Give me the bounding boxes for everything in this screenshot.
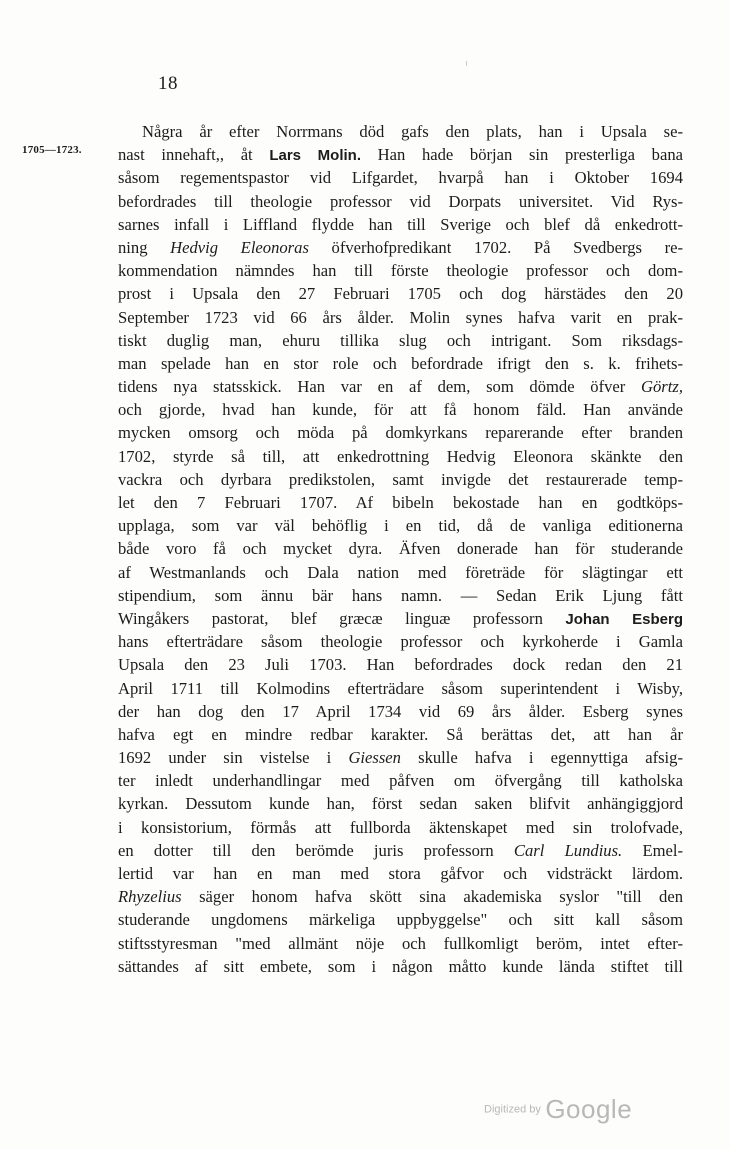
google-logo: Google <box>545 1094 633 1124</box>
text-run: sarnes infall i Liffland flydde han till Sverige och blef då enkedrott- <box>118 214 683 234</box>
text-run: Upsala den 23 Juli 1703. Han befordrades dock redan den 21 <box>118 655 683 675</box>
digitized-label: Digitized by <box>484 1103 541 1116</box>
text-run: säger honom hafva skött sina akademiska syslor "till den <box>181 887 683 907</box>
person-name: Lars Molin. <box>269 147 362 165</box>
text-line <box>118 352 683 375</box>
text-run: der han dog den 17 April 1734 vid 69 års ålder. Esberg synes <box>118 701 683 721</box>
text-run: April 1711 till Kolmodins efterträdare såsom superintendent i Wisby, <box>118 678 683 698</box>
text-run: prost i Upsala den 27 Februari 1705 och dog härstädes den 20 <box>118 284 683 304</box>
text-line <box>118 792 683 815</box>
text-line <box>118 329 683 352</box>
text-line <box>118 862 683 885</box>
text-line <box>118 700 683 723</box>
text-run: sättandes af sitt embete, som i någon måtto kunde lända stiftet till <box>118 956 683 976</box>
text-line <box>118 885 683 908</box>
text-line <box>118 908 683 931</box>
text-line <box>118 143 683 166</box>
text-run: hafva egt en mindre redbar karakter. Så berättas det, att han år <box>118 724 683 744</box>
text-run: stipendium, som ännu bär hans namn. — Sedan Erik Ljung fått <box>118 585 683 605</box>
text-line <box>118 653 683 676</box>
italic-name: Rhyzelius <box>118 887 182 907</box>
text-run: Han hade början sin presterliga bana <box>361 145 683 165</box>
text-run: Några år efter Norrmans död gafs den plats, han i Upsala se- <box>142 122 683 141</box>
text-run: tidens nya statsskick. Han var en af dem, som dömde öfver <box>118 377 642 397</box>
text-line <box>118 190 683 213</box>
text-run: upplaga, som var väl behöflig i en tid, då de vanliga editionerna <box>118 516 683 536</box>
person-name: Johan Esberg <box>565 610 683 628</box>
text-run: let den 7 Februari 1707. Af bibeln bekostade han en godtköps- <box>118 493 683 512</box>
text-line <box>118 306 683 329</box>
text-line <box>118 816 683 839</box>
text-line <box>118 468 683 491</box>
text-run: hans efterträdare såsom theologie professor och kyrkoherde i Gamla <box>118 632 683 652</box>
text-run: skulle hafva i egennyttiga afsig- <box>400 748 683 768</box>
text-line <box>118 584 683 607</box>
text-line <box>118 723 683 746</box>
text-line <box>118 607 683 630</box>
text-run: nast innehaft,, åt <box>118 145 270 165</box>
text-line <box>118 259 683 282</box>
text-run: Wingåkers pastorat, blef græcæ linguæ professorn <box>118 608 566 628</box>
italic-name: Hedvig Eleonoras <box>170 237 309 257</box>
text-run: stiftsstyresman "med allmänt nöje och fullkomligt beröm, intet efter- <box>118 933 683 953</box>
text-line <box>118 839 683 862</box>
page-number: 18 <box>158 73 178 94</box>
text-run: kyrkan. Dessutom kunde han, först sedan saken blifvit anhängiggjord <box>118 794 683 814</box>
text-run: kommendation nämndes han till förste theologie professor och dom- <box>118 261 683 281</box>
text-line <box>118 677 683 700</box>
text-line <box>118 769 683 792</box>
text-line <box>118 236 683 259</box>
text-run: Emel- <box>622 840 683 860</box>
digitized-watermark <box>484 1094 632 1125</box>
text-run: studerande ungdomens märkeliga uppbyggelse" och sitt kall såsom <box>118 910 683 930</box>
text-run: både voro få och mycket dyra. Äfven donerade han för studerande <box>118 539 683 559</box>
text-run: af Westmanlands och Dala nation med företräde för slägtingar ett <box>118 562 683 582</box>
text-run: ning <box>118 237 171 257</box>
text-run: lertid var han en man med stora gåfvor och vidsträckt lärdom. <box>118 864 683 883</box>
text-line <box>118 120 683 143</box>
text-run: ter inledt underhandlingar med påfven om öfvergång till katholska <box>118 771 683 791</box>
text-line <box>118 375 683 398</box>
text-line <box>118 514 683 537</box>
text-run: tiskt duglig man, ehuru tillika slug och intrigant. Som riksdags- <box>118 330 683 350</box>
text-line <box>118 166 683 189</box>
text-line <box>118 421 683 444</box>
text-run: September 1723 vid 66 års ålder. Molin synes hafva varit en prak- <box>118 307 683 327</box>
text-run: mycken omsorg och möda på domkyrkans reparerande efter branden <box>118 423 683 443</box>
text-line <box>118 491 683 514</box>
text-run: i konsistorium, förmås att fullborda äktenskapet med sin trolofvade, <box>118 817 683 837</box>
text-run: befordrades till theologie professor vid Dorpats universitet. Vid Rys- <box>118 191 683 211</box>
text-line <box>118 955 683 978</box>
text-line <box>118 282 683 305</box>
text-run: och gjorde, hvad han kunde, för att få honom fäld. Han använde <box>118 400 683 420</box>
margin-year-note: 1705—1723. <box>22 144 82 156</box>
text-line <box>118 561 683 584</box>
text-run: 1692 under sin vistelse i <box>118 748 349 768</box>
text-run: vackra och dyrbara predikstolen, samt invigde det restaurerade temp- <box>118 469 683 489</box>
text-run: såsom regementspastor vid Lifgardet, hvarpå han i Oktober 1694 <box>118 168 683 188</box>
text-line <box>118 630 683 653</box>
text-run: öfverhofpredikant 1702. På Svedbergs re- <box>308 237 684 257</box>
text-line <box>118 445 683 468</box>
text-line <box>118 398 683 421</box>
text-line <box>118 537 683 560</box>
italic-name: Giessen <box>348 748 401 768</box>
text-line <box>118 746 683 769</box>
text-run: man spelade han en stor role och befordrade ifrigt den s. k. frihets- <box>118 353 683 373</box>
text-run: en dotter till den berömde juris professorn <box>118 840 514 860</box>
print-speck <box>466 61 467 66</box>
body-text <box>118 120 683 978</box>
text-run: 1702, styrde så till, att enkedrottning Hedvig Eleonora skänkte den <box>118 446 683 466</box>
text-line <box>118 213 683 236</box>
italic-name: Carl Lundius. <box>513 840 623 860</box>
text-line <box>118 932 683 955</box>
italic-name: Görtz, <box>641 377 683 397</box>
